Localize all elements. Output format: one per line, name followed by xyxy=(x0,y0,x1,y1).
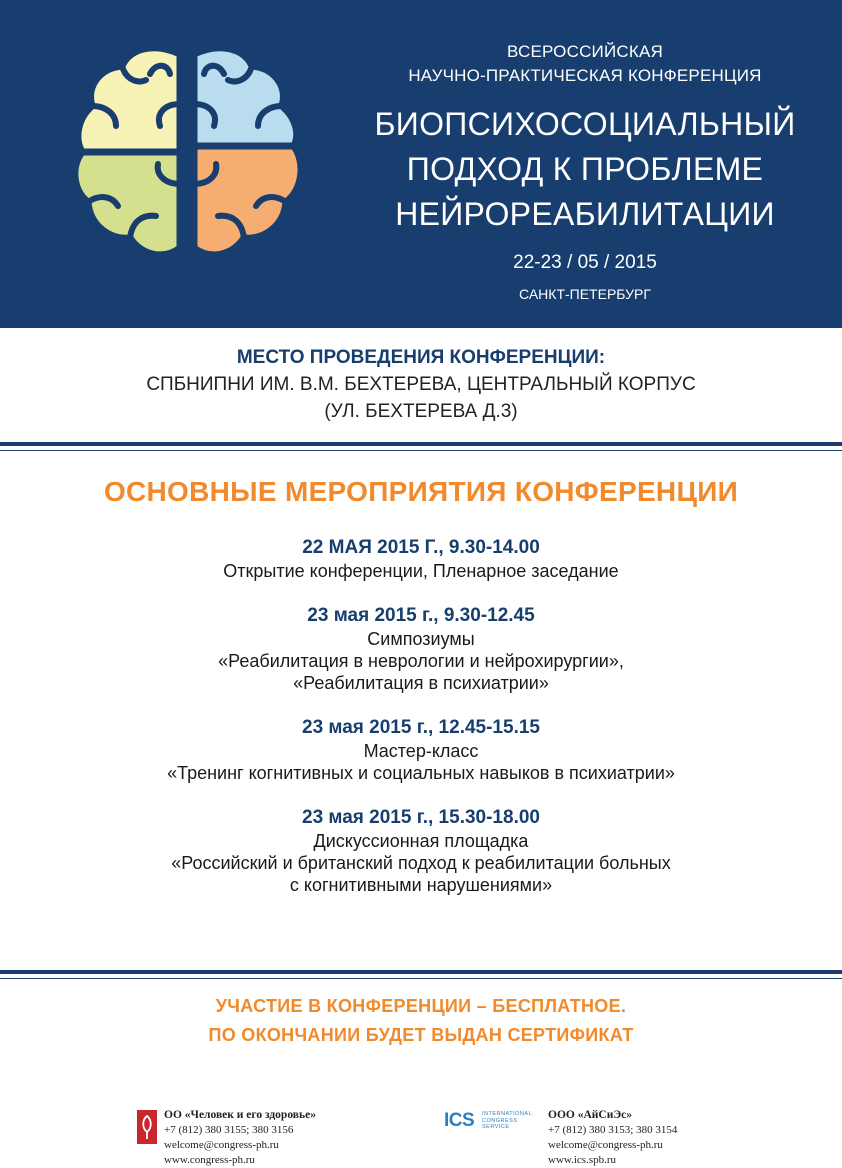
organizer-info xyxy=(164,1108,316,1168)
event-item xyxy=(0,536,842,582)
brain-icon xyxy=(60,34,314,274)
event-date: 22 МАЯ 2015 Г., 9.30-14.00 xyxy=(302,537,540,558)
venue-address-line1: СПБНИПНИ ИМ. В.М. БЕХТЕРЕВА, ЦЕНТРАЛЬНЫЙ КОРПУС xyxy=(146,374,696,395)
ics-logo-caption-line: SERVICE xyxy=(482,1124,510,1130)
event-description: «Российский и британский подход к реабилитации больных xyxy=(171,853,671,873)
event-date: 23 мая 2015 г., 9.30-12.45 xyxy=(307,605,535,626)
event-item xyxy=(0,716,842,784)
event-description: Открытие конференции, Пленарное заседание xyxy=(223,561,619,581)
ics-logo-letters: ICS xyxy=(444,1110,475,1131)
event-description: Дискуссионная площадка xyxy=(313,831,529,851)
header-text-block xyxy=(340,40,830,303)
event-date: 23 мая 2015 г., 12.45-15.15 xyxy=(302,717,540,738)
event-item xyxy=(0,806,842,896)
header-banner xyxy=(0,0,842,328)
organizer-logo-icon xyxy=(137,1110,157,1144)
organizer-site[interactable]: www.congress-ph.ru xyxy=(164,1154,255,1166)
participation-note xyxy=(0,992,842,1050)
organizer-email[interactable]: welcome@congress-ph.ru xyxy=(164,1139,279,1151)
venue-label: МЕСТО ПРОВЕДЕНИЯ КОНФЕРЕНЦИИ: xyxy=(236,347,606,368)
event-description: Мастер-класс xyxy=(363,741,479,761)
venue-address-line2: (УЛ. БЕХТЕРЕВА Д.3) xyxy=(324,401,518,422)
organizer-email[interactable]: welcome@congress-ph.ru xyxy=(548,1139,663,1151)
organizer-info xyxy=(548,1108,677,1168)
event-description: с когнитивными нарушениями» xyxy=(289,875,553,895)
ics-logo xyxy=(444,1110,544,1136)
conference-date: 22-23 / 05 / 2015 xyxy=(513,252,657,273)
ics-logo-caption xyxy=(482,1111,532,1131)
organizer-name: ОО «Человек и его здоровье» xyxy=(164,1109,316,1121)
organizer-phone: +7 (812) 380 3153; 380 3154 xyxy=(548,1124,678,1136)
events-title: ОСНОВНЫЕ МЕРОПРИЯТИЯ КОНФЕРЕНЦИИ xyxy=(103,476,739,507)
organizer-site[interactable]: www.ics.spb.ru xyxy=(548,1154,617,1166)
title-line: БИОПСИХОСОЦИАЛЬНЫЙ xyxy=(374,106,796,142)
venue-section xyxy=(0,344,842,425)
event-description: «Реабилитация в психиатрии» xyxy=(293,673,549,693)
event-description: Симпозиумы xyxy=(367,629,475,649)
title-line: НЕЙРОРЕАБИЛИТАЦИИ xyxy=(395,196,775,232)
divider xyxy=(0,442,842,446)
organizer-name: ООО «АйСиЭс» xyxy=(548,1109,632,1121)
divider xyxy=(0,970,842,974)
events-list xyxy=(0,536,842,918)
organizer-phone: +7 (812) 380 3155; 380 3156 xyxy=(164,1124,294,1136)
conference-type-line1: ВСЕРОССИЙСКАЯ xyxy=(507,42,663,61)
divider xyxy=(0,978,842,979)
event-description: «Реабилитация в неврологии и нейрохирургии», xyxy=(218,651,624,671)
event-description: «Тренинг когнитивных и социальных навыков в психиатрии» xyxy=(167,763,675,783)
ics-logo-caption-line: CONGRESS xyxy=(482,1117,518,1124)
event-date: 23 мая 2015 г., 15.30-18.00 xyxy=(302,807,540,828)
participation-note-line1: УЧАСТИЕ В КОНФЕРЕНЦИИ – БЕСПЛАТНОЕ. xyxy=(215,996,627,1016)
event-item xyxy=(0,604,842,694)
ics-logo-caption-line: INTERNATIONAL xyxy=(482,1111,533,1117)
conference-city: САНКТ-ПЕТЕРБУРГ xyxy=(519,286,651,302)
conference-title xyxy=(340,102,830,237)
participation-note-line2: ПО ОКОНЧАНИИ БУДЕТ ВЫДАН СЕРТИФИКАТ xyxy=(208,1025,634,1045)
conference-type-line2: НАУЧНО-ПРАКТИЧЕСКАЯ КОНФЕРЕНЦИЯ xyxy=(408,66,762,85)
title-line: ПОДХОД К ПРОБЛЕМЕ xyxy=(406,151,764,187)
divider xyxy=(0,450,842,451)
